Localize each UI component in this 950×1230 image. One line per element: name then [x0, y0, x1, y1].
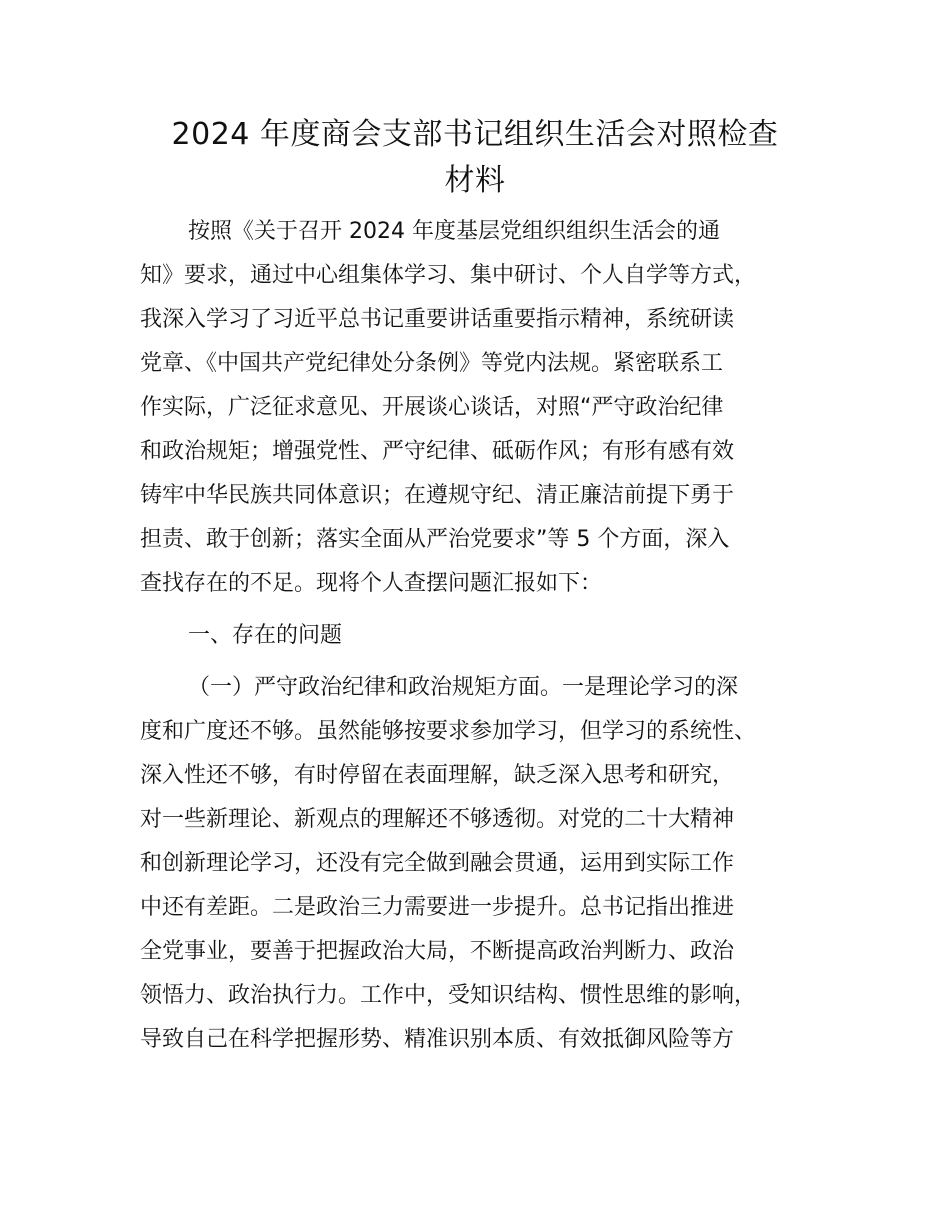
text-line: 按照《关于召开 2024 年度基层党组织组织生活会的通 [188, 219, 720, 244]
section-heading: 一、存在的问题 [188, 623, 343, 648]
text-line: （一）严守政治纪律和政治规矩方面。一是理论学习的深 [188, 675, 739, 700]
text-line: 查找存在的不足。现将个人查摆问题汇报如下： [140, 571, 603, 596]
text-line: 深入性还不够，有时停留在表面理解，缺乏深入思考和研究， [140, 763, 735, 788]
text-line: 领悟力、政治执行力。工作中，受知识结构、惯性思维的影响， [140, 983, 757, 1008]
document-title [130, 112, 820, 204]
text-line: 中还有差距。二是政治三力需要进一步提升。总书记指出推进 [140, 895, 735, 920]
spacer [140, 658, 840, 666]
document-body [140, 210, 840, 1062]
paragraph-intro [140, 210, 840, 606]
text-line: 我深入学习了习近平总书记重要讲话重要指示精神，系统研读 [140, 307, 735, 332]
text-line: 度和广度还不够。虽然能够按要求参加学习，但学习的系统性、 [140, 719, 757, 744]
title-line-2: 材料 [444, 163, 506, 198]
text-line: 全党事业，要善于把握政治大局，不断提高政治判断力、政治 [140, 939, 735, 964]
text-line: 知》要求，通过中心组集体学习、集中研讨、个人自学等方式， [140, 263, 757, 288]
spacer [140, 606, 840, 614]
text-line: 和创新理论学习，还没有完全做到融会贯通，运用到实际工作 [140, 851, 735, 876]
paragraph-issues [140, 666, 840, 1062]
text-line: 铸牢中华民族共同体意识；在遵规守纪、清正廉洁前提下勇于 [140, 483, 735, 508]
text-line: 导致自己在科学把握形势、精准识别本质、有效抵御风险等方 [140, 1027, 735, 1052]
text-line: 和政治规矩；增强党性、严守纪律、砥砺作风；有形有感有效 [140, 439, 735, 464]
text-line: 作实际，广泛征求意见、开展谈心谈话，对照“严守政治纪律 [140, 395, 724, 420]
text-line: 担责、敢于创新；落实全面从严治党要求”等 5 个方面，深入 [140, 527, 730, 552]
title-line-1: 2024 年度商会支部书记组织生活会对照检查 [171, 117, 779, 152]
text-line: 对一些新理论、新观点的理解还不够透彻。对党的二十大精神 [140, 807, 735, 832]
text-line: 党章、《中国共产党纪律处分条例》等党内法规。紧密联系工 [140, 351, 724, 376]
